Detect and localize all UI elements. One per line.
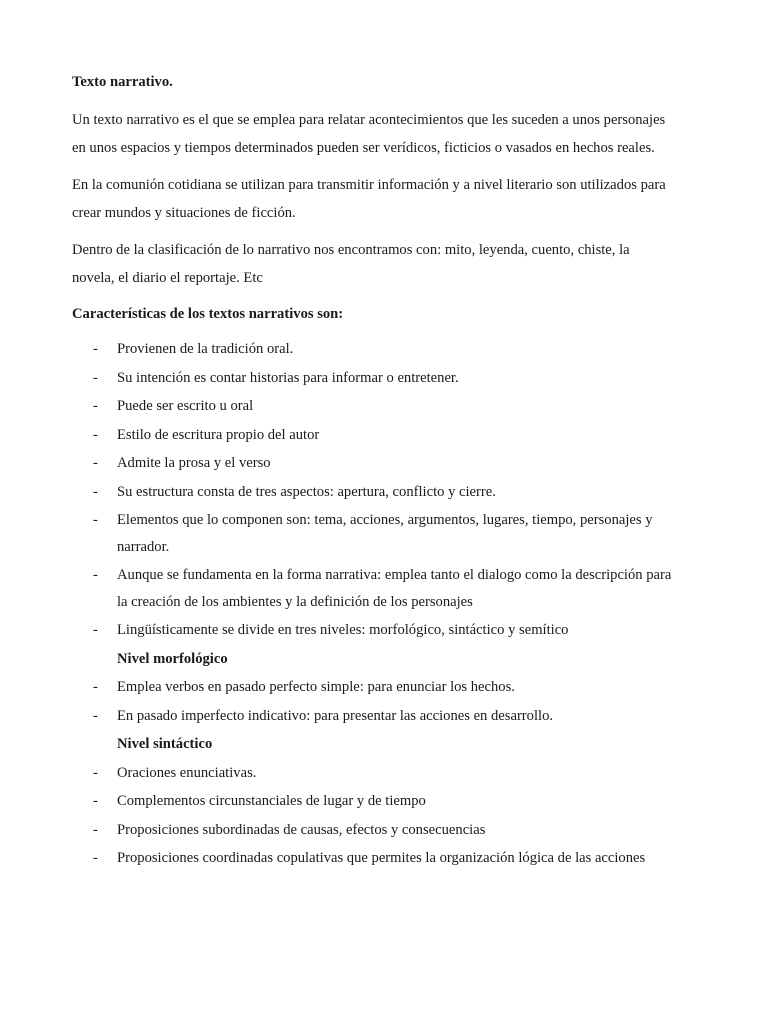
list-item: - Oraciones enunciativas. — [72, 760, 672, 787]
list-item: - Proposiciones coordinadas copulativas que permites la organización lógica de las acciones — [72, 845, 672, 872]
list-item: - En pasado imperfecto indicativo: para presentar las acciones en desarrollo. — [72, 703, 672, 730]
list-item: - Su estructura consta de tres aspectos: apertura, conflicto y cierre. — [72, 479, 672, 506]
characteristics-list — [72, 336, 672, 872]
document-page — [72, 70, 672, 874]
subheading-morphological: Nivel morfológico — [117, 650, 228, 667]
paragraph-definition: Un texto narrativo es el que se emplea para relatar acontecimientos que les suceden a unos personajes en unos espacios y tiempos determinados pueden ser verídicos, ficticios o vasados en hechos reales. — [72, 112, 666, 156]
list-item: - Su intención es contar historias para informar o entretener. — [72, 365, 672, 392]
list-item: - Estilo de escritura propio del autor — [72, 422, 672, 449]
list-item: - Puede ser escrito u oral — [72, 393, 672, 420]
paragraph-classification: Dentro de la clasificación de lo narrativo nos encontramos con: mito, leyenda, cuento, chiste, la novela, el diario el reportaje. Etc — [72, 242, 630, 286]
paragraph-usage: En la comunión cotidiana se utilizan para transmitir información y a nivel literario son utilizados para crear mundos y situaciones de ficción. — [72, 177, 666, 221]
characteristics-heading: Características de los textos narrativos son: — [72, 306, 344, 322]
document-title: Texto narrativo. — [72, 74, 173, 90]
subheading-syntactic: Nivel sintáctico — [117, 736, 213, 752]
list-item: - Emplea verbos en pasado perfecto simple: para enunciar los hechos. — [72, 674, 672, 701]
list-item: - Proposiciones subordinadas de causas, efectos y consecuencias — [72, 817, 672, 844]
list-item: - Provienen de la tradición oral. — [72, 336, 672, 363]
list-item: - Admite la prosa y el verso — [72, 450, 672, 477]
list-item: - Elementos que lo componen son: tema, acciones, argumentos, lugares, tiempo, personajes y narrador. — [72, 507, 672, 560]
list-item: - Aunque se fundamenta en la forma narrativa: emplea tanto el dialogo como la descripción para la creación de los ambientes y la definición de los personajes — [72, 562, 672, 615]
list-item: - Complementos circunstanciales de lugar y de tiempo — [72, 788, 672, 815]
list-item: - Lingüísticamente se divide en tres niveles: morfológico, sintáctico y semítico — [72, 617, 672, 644]
